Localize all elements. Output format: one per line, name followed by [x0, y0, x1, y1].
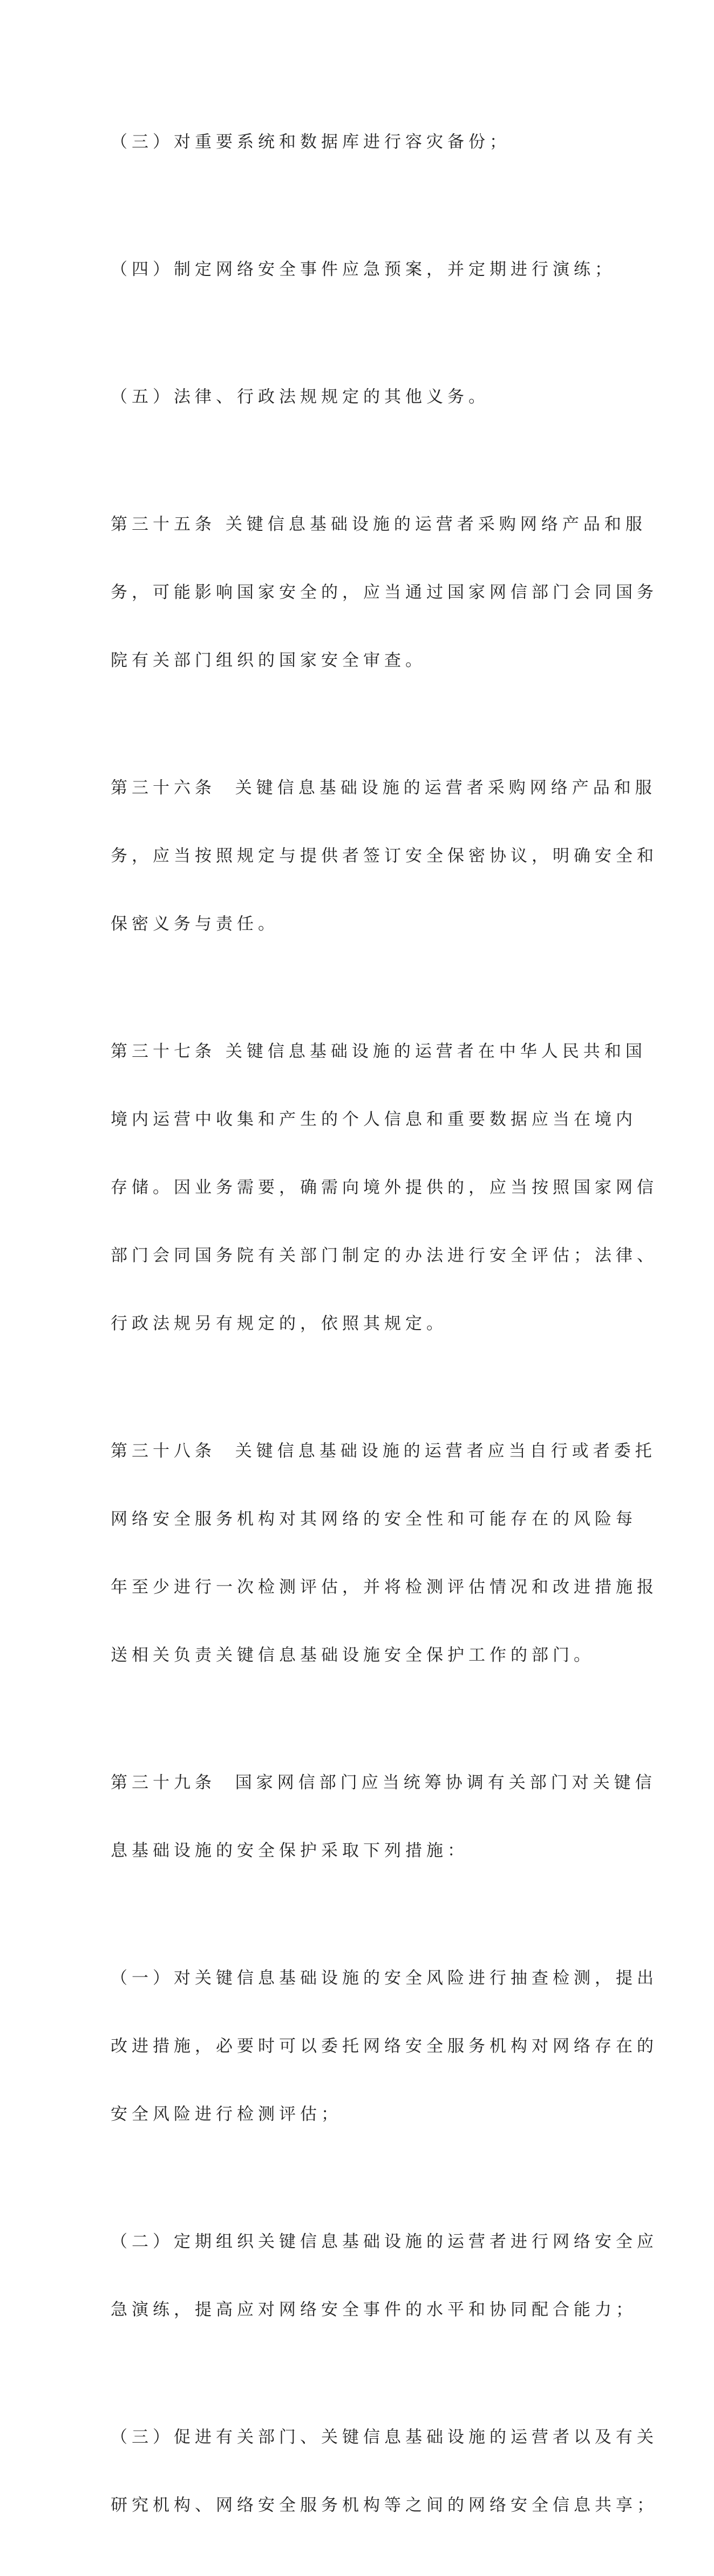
text-line: 年至少进行一次检测评估，并将检测评估情况和改进措施报 [111, 1577, 658, 1597]
text-line: 改进措施，必要时可以委托网络安全服务机构对网络存在的 [111, 2036, 658, 2056]
text-line: （二）定期组织关键信息基础设施的运营者进行网络安全应 [111, 2232, 658, 2251]
document-body [111, 85, 658, 2576]
clause-paragraph [111, 340, 610, 454]
text-line: 第三十八条 关键信息基础设施的运营者应当自行或者委托 [111, 1441, 656, 1461]
text-line: 研究机构、网络安全服务机构等之间的网络安全信息共享； [111, 2496, 658, 2515]
text-line: 存储。因业务需要，确需向境外提供的，应当按照国家网信 [111, 1178, 658, 1197]
text-line: 院有关部门组织的国家安全审查。 [111, 651, 426, 670]
text-line: （一）对关键信息基础设施的安全风险进行抽查检测，提出 [111, 1968, 658, 1988]
text-line: （三）促进有关部门、关键信息基础设施的运营者以及有关 [111, 2427, 658, 2447]
text-line: 第三十七条 关键信息基础设施的运营者在中华人民共和国 [111, 1042, 647, 1061]
text-line: 急演练，提高应对网络安全事件的水平和协同配合能力； [111, 2300, 637, 2319]
text-line: 境内运营中收集和产生的个人信息和重要数据应当在境内 [111, 1110, 637, 1129]
text-line: 第三十六条 关键信息基础设施的运营者采购网络产品和服 [111, 778, 656, 798]
text-line: 务，可能影响国家安全的，应当通过国家网信部门会同国务 [111, 583, 658, 602]
clause-paragraph [111, 85, 610, 199]
text-line: （五）法律、行政法规规定的其他义务。 [111, 387, 489, 407]
clause-paragraph [111, 2185, 658, 2366]
text-line: 送相关负责关键信息基础设施安全保护工作的部门。 [111, 1646, 595, 1665]
article-36-paragraph [111, 731, 658, 981]
text-line: 保密义务与责任。 [111, 914, 279, 934]
clause-paragraph [111, 1921, 658, 2171]
text-line: 务，应当按照规定与提供者签订安全保密协议，明确安全和 [111, 846, 658, 866]
text-line: 网络安全服务机构对其网络的安全性和可能存在的风险每 [111, 1509, 637, 1529]
text-line: 第三十九条 国家网信部门应当统筹协调有关部门对关键信 [111, 1773, 656, 1792]
clause-paragraph [111, 2381, 658, 2562]
text-line: （三）对重要系统和数据库进行容灾备份； [111, 132, 511, 152]
article-35-paragraph [111, 468, 658, 717]
text-line: （四）制定网络安全事件应急预案，并定期进行演练； [111, 260, 616, 279]
clause-paragraph [111, 213, 616, 326]
text-line: 安全风险进行检测评估； [111, 2105, 342, 2124]
text-line: 行政法规另有规定的，依照其规定。 [111, 1314, 447, 1333]
text-line: 部门会同国务院有关部门制定的办法进行安全评估；法律、 [111, 1246, 658, 1265]
article-37-paragraph [111, 995, 658, 1380]
text-line: 息基础设施的安全保护采取下列措施： [111, 1841, 468, 1860]
text-line: 第三十五条 关键信息基础设施的运营者采购网络产品和服 [111, 515, 647, 534]
article-38-paragraph [111, 1394, 658, 1712]
article-39-paragraph [111, 1726, 656, 1907]
